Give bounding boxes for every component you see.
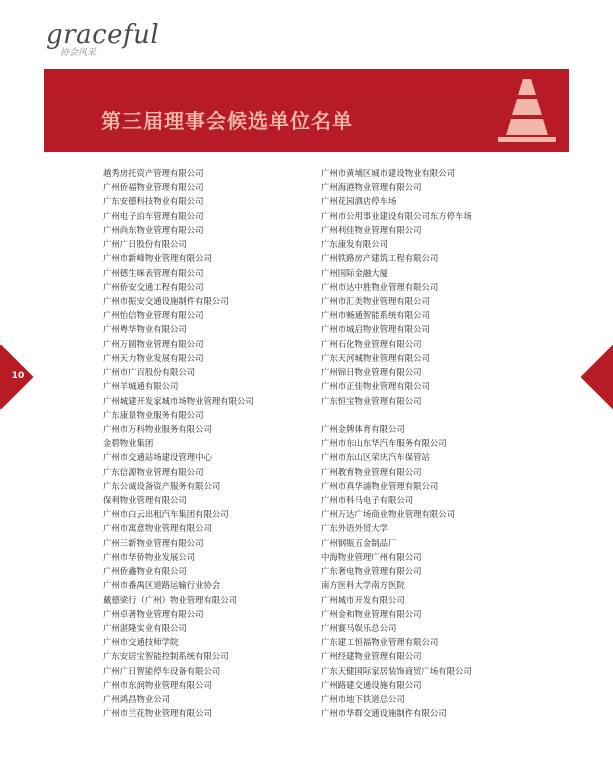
list-item: 广州市正佳物业管理有限公司 (321, 381, 430, 392)
list-item: 广州金和物业管理有限公司 (321, 608, 422, 619)
list-item: 广东外语外贸大学 (321, 523, 388, 534)
list-item: 广州羊城通有限公司 (103, 381, 179, 392)
list-item: 广州侨福物业管理有限公司 (103, 182, 204, 193)
list-item: 保利物业管理有限公司 (103, 495, 187, 506)
list-item: 广州市地下铁道总公司 (321, 694, 405, 705)
list-item: 广东天河城物业管理有限公司 (321, 352, 430, 363)
list-item: 广州市交通技师学院 (103, 637, 179, 648)
list-item: 广州市新峰物业管理有限公司 (103, 253, 212, 264)
list-item: 广州市真华浦物业管理有限公司 (321, 480, 439, 491)
list-item: 广州万达广场商业物业管理有限公司 (321, 509, 455, 520)
list-item: 广州天力物业发展有限公司 (103, 352, 204, 363)
list-item: 广州城建开发家城市场物业管理有限公司 (103, 395, 254, 406)
list-item: 广州市兰花物业管理有限公司 (103, 708, 212, 719)
list-item: 广州侨鑫物业有限公司 (103, 566, 187, 577)
brand-logo (46, 22, 159, 58)
list-item: 广州市白云出租汽车集团有限公司 (103, 509, 229, 520)
list-item: 广州德生咪表管理有限公司 (103, 267, 204, 278)
left-column (103, 166, 333, 721)
list-item: 广州市东山东华汽车服务有限公司 (321, 438, 447, 449)
list-item: 广州市华群交通设施制件有限公司 (321, 708, 447, 719)
list-item: 广州万圆物业管理有限公司 (103, 338, 204, 349)
list-item: 广州鸿昌物业公司 (103, 694, 170, 705)
list-item: 广州湛隆实业有限公司 (103, 623, 187, 633)
page-number: 10 (11, 371, 25, 381)
list-item: 广州赛马娱乐总公司 (321, 623, 397, 633)
list-item: 广州铁路房产建筑工程有限公司 (321, 253, 439, 264)
list-item: 戴德梁行（广州）物业管理有限公司 (103, 594, 237, 605)
list-item: 广州广日智能停车设备有限公司 (103, 665, 221, 676)
list-item: 广州海港物业管理有限公司 (321, 182, 422, 193)
list-item: 广州尚东物业管理有限公司 (103, 224, 204, 235)
list-item: 广州市东润物业管理有限公司 (103, 679, 212, 690)
list-item: 广东安居宝智能控制系统有限公司 (103, 651, 229, 662)
list-item: 广州电子泊车管理有限公司 (103, 210, 204, 221)
page-tab-right (580, 344, 613, 409)
list-item: 广州花园酒店停车场 (321, 196, 397, 207)
list-item: 广州石化物业管理有限公司 (321, 338, 422, 349)
list-item: 广州市城启物业管理有限公司 (321, 324, 430, 335)
brand-name: graceful (46, 20, 160, 50)
list-item: 广州卓著物业管理有限公司 (103, 608, 204, 619)
list-item: 越秀房托资产管理有限公司 (103, 168, 204, 178)
list-item: 广州市科马电子有限公司 (321, 495, 414, 506)
list-item: 广东康景物业服务有限公司 (103, 409, 204, 420)
list-item: 广东天健国际家居装饰商贸广场有限公司 (321, 665, 472, 676)
list-item: 广州金牌体育有限公司 (321, 423, 405, 434)
list-item: 金碧物业集团 (103, 438, 154, 449)
list-item: 广州市汇美物业管理有限公司 (321, 295, 430, 306)
list-item: 广东信源物业管理有限公司 (103, 466, 204, 477)
list-item: 广州市达中胜物业管理有限公司 (321, 281, 439, 292)
list-item: 广州市交通站场建设管理中心 (103, 452, 212, 463)
list-item: 广州锦日物业管理有限公司 (321, 367, 422, 378)
list-item: 广州侨安交通工程有限公司 (103, 281, 204, 292)
list-item: 广州广日股份有限公司 (103, 239, 187, 250)
list-item: 广州市振安交通设施制件有限公司 (103, 295, 229, 306)
list-item: 广州市东山区荣庆汽车保管站 (321, 452, 430, 463)
list-item: 广州教育物业管理有限公司 (321, 466, 422, 477)
list-item: 广州市万科物业服务有限公司 (103, 423, 212, 434)
list-item: 广州经建物业管理有限公司 (321, 651, 422, 662)
list-item: 广州市畅通智能系统有限公司 (321, 310, 430, 321)
list-item: 广州利佳物业管理有限公司 (321, 224, 422, 235)
list-item: 广东安德科技物业有限公司 (103, 196, 204, 207)
list-item: 南方医科大学南方医院 (321, 580, 405, 591)
traffic-cone-icon (496, 77, 558, 143)
list-item (321, 408, 551, 422)
list-item: 广东公诚设备资产服务有限公司 (103, 480, 221, 491)
list-item: 广州国际金融大厦 (321, 267, 388, 278)
list-item: 广州市寓意物业管理有限公司 (103, 523, 212, 534)
title-banner (44, 69, 569, 152)
page-title: 第三届理事会候选单位名单 (101, 109, 353, 133)
list-item: 广州市华侨物业发展公司 (103, 551, 196, 562)
list-item: 广东恒宝物业管理有限公司 (321, 395, 422, 406)
list-item: 广州市黄埔区城市建设物业有限公司 (321, 168, 455, 178)
list-item: 广州钢瓶五金制品厂 (321, 537, 397, 548)
list-item: 广东康发有限公司 (321, 239, 388, 250)
list-item: 广州路建交通设施有限公司 (321, 679, 422, 690)
list-item: 广东奢电物业管理有限公司 (321, 566, 422, 577)
list-item: 广州市广百股份有限公司 (103, 367, 196, 378)
list-item: 中海物业管理广州有限公司 (321, 551, 422, 562)
list-item: 广州三新物业管理有限公司 (103, 537, 204, 548)
list-item: 广州市公用事业建设有限公司东方停车场 (321, 210, 472, 221)
list-item: 广东建工恒福物业管理有限公司 (321, 637, 439, 648)
list-item: 广州怡信物业管理有限公司 (103, 310, 204, 321)
list-item: 广州城市开发有限公司 (321, 594, 405, 605)
right-column (321, 166, 551, 721)
list-item: 广州粤华物业有限公司 (103, 324, 187, 335)
brand-subtitle: 协会风采 (60, 48, 97, 58)
list-item: 广州市番禺区道路运输行业协会 (103, 580, 221, 591)
